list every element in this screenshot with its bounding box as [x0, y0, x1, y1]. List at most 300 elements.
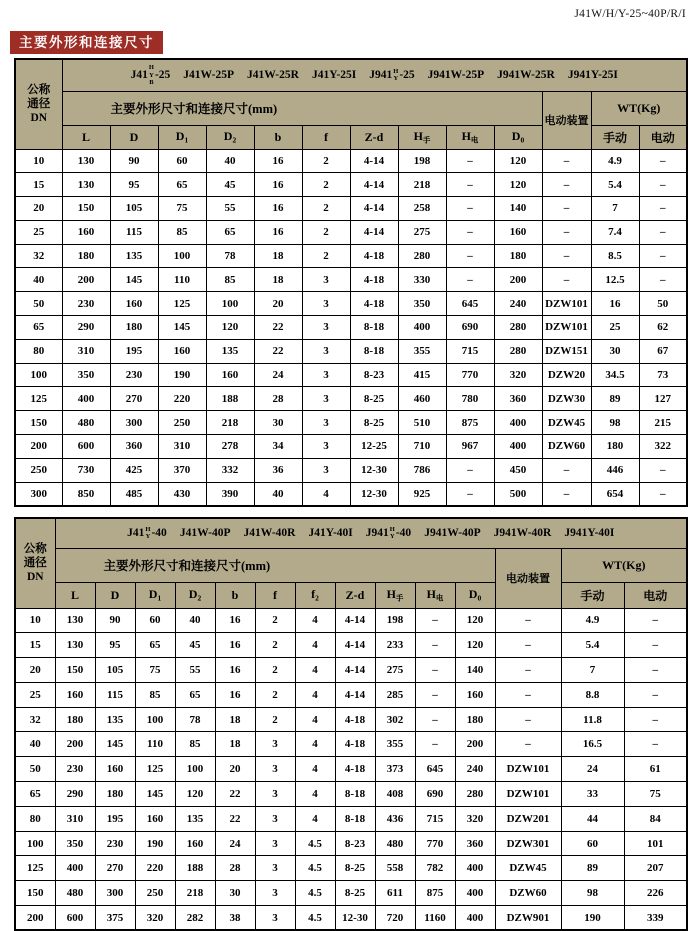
value-cell: – — [639, 244, 687, 268]
value-cell: – — [446, 220, 494, 244]
value-cell: 60 — [561, 831, 624, 856]
model-designation — [127, 526, 167, 541]
model-designation: J41W-40R — [243, 527, 296, 540]
value-cell: 218 — [175, 881, 215, 906]
value-cell: 160 — [158, 339, 206, 363]
dn-value-cell: 40 — [15, 732, 55, 757]
dn-value-cell: 40 — [15, 268, 62, 292]
value-cell: 33 — [561, 782, 624, 807]
value-cell: 45 — [206, 173, 254, 197]
electric-weight-header: 电动 — [624, 582, 687, 608]
model-designation: J41Y-25I — [311, 69, 357, 82]
value-cell: – — [415, 732, 455, 757]
value-cell: 275 — [398, 220, 446, 244]
value-cell: – — [639, 149, 687, 173]
value-cell: – — [495, 633, 561, 658]
value-cell: 278 — [206, 435, 254, 459]
value-cell: 16 — [215, 658, 255, 683]
table-row — [15, 856, 687, 881]
value-cell: 275 — [375, 658, 415, 683]
table-row — [15, 757, 687, 782]
value-cell: 218 — [206, 411, 254, 435]
value-cell: 230 — [110, 363, 158, 387]
dimension-column-header: b — [254, 125, 302, 149]
value-cell: 480 — [55, 881, 95, 906]
value-cell: 230 — [95, 831, 135, 856]
value-cell: 200 — [55, 732, 95, 757]
dimension-column-header: $f_2$ — [295, 582, 335, 608]
value-cell: 485 — [110, 482, 158, 506]
dimension-column-header: D — [95, 582, 135, 608]
value-cell: 690 — [415, 782, 455, 807]
value-cell: 436 — [375, 806, 415, 831]
dimension-column-header: $H_电$ — [415, 582, 455, 608]
dimension-column-header: $D_0$ — [455, 582, 495, 608]
value-cell: DZW151 — [542, 339, 591, 363]
model-variant-letter: Y — [149, 71, 154, 79]
value-cell: 115 — [95, 682, 135, 707]
column-subscript: 2 — [315, 593, 319, 603]
table-row — [15, 149, 687, 173]
model-prefix: J41 — [127, 526, 145, 539]
column-subscript: 2 — [197, 593, 202, 603]
value-cell: 200 — [455, 732, 495, 757]
value-cell: 322 — [639, 435, 687, 459]
dn-value-cell: 50 — [15, 292, 62, 316]
dimension-table-pn40 — [14, 517, 688, 931]
column-subscript: 电 — [435, 593, 444, 603]
table-header — [15, 59, 687, 149]
model-designation: J941W-40R — [493, 527, 552, 540]
value-cell: 4-18 — [335, 757, 375, 782]
dimensions-group-header: 主要外形尺寸和连接尺寸(mm) — [62, 91, 542, 125]
value-cell: 310 — [62, 339, 110, 363]
value-cell: 110 — [135, 732, 175, 757]
table-row — [15, 682, 687, 707]
value-cell: 140 — [494, 197, 542, 221]
value-cell: 770 — [446, 363, 494, 387]
dn-header-line: 公称 — [27, 83, 51, 96]
value-cell: 875 — [415, 881, 455, 906]
value-cell: 258 — [398, 197, 446, 221]
value-cell: 5.4 — [591, 173, 639, 197]
dimension-column-header: L — [62, 125, 110, 149]
value-cell: 558 — [375, 856, 415, 881]
table-row — [15, 658, 687, 683]
dimension-column-header: $D_1$ — [158, 125, 206, 149]
value-cell: 190 — [135, 831, 175, 856]
value-cell: DZW45 — [495, 856, 561, 881]
value-cell: 715 — [446, 339, 494, 363]
value-cell: 135 — [206, 339, 254, 363]
dimension-column-header: $H_电$ — [446, 125, 494, 149]
value-cell: 600 — [62, 435, 110, 459]
model-list — [56, 526, 687, 541]
value-cell: 425 — [110, 458, 158, 482]
table-row — [15, 906, 687, 931]
value-cell: 18 — [254, 268, 302, 292]
value-cell: 65 — [206, 220, 254, 244]
value-cell: 220 — [135, 856, 175, 881]
model-designation: J41Y-40I — [308, 527, 353, 540]
value-cell: – — [542, 244, 591, 268]
dimension-column-header: f — [302, 125, 350, 149]
value-cell: 18 — [215, 707, 255, 732]
value-cell: 2 — [302, 244, 350, 268]
value-cell: 22 — [254, 339, 302, 363]
value-cell: 180 — [494, 244, 542, 268]
dn-header — [15, 59, 62, 149]
value-cell: 12-30 — [335, 906, 375, 931]
value-cell: 16 — [215, 608, 255, 633]
value-cell: 120 — [455, 608, 495, 633]
value-cell: 89 — [591, 387, 639, 411]
dn-value-cell: 50 — [15, 757, 55, 782]
table-row — [15, 831, 687, 856]
value-cell: 120 — [494, 149, 542, 173]
value-cell: 110 — [158, 268, 206, 292]
value-cell: 3 — [302, 411, 350, 435]
value-cell: 2 — [255, 633, 295, 658]
value-cell: 90 — [95, 608, 135, 633]
value-cell: 85 — [175, 732, 215, 757]
value-cell: 7.4 — [591, 220, 639, 244]
dn-value-cell: 20 — [15, 658, 55, 683]
value-cell: 115 — [110, 220, 158, 244]
value-cell: – — [639, 197, 687, 221]
value-cell: 120 — [175, 782, 215, 807]
weight-group-header: WT(Kg) — [591, 91, 687, 125]
value-cell: 160 — [175, 831, 215, 856]
value-cell: 75 — [624, 782, 687, 807]
value-cell: 300 — [95, 881, 135, 906]
doc-code: J41W/H/Y-25~40P/R/I — [574, 8, 686, 20]
value-cell: 85 — [135, 682, 175, 707]
value-cell: 8.8 — [561, 682, 624, 707]
value-cell: 180 — [455, 707, 495, 732]
value-cell: DZW901 — [495, 906, 561, 931]
dn-value-cell: 300 — [15, 482, 62, 506]
value-cell: DZW30 — [542, 387, 591, 411]
dn-header-line: 公称 — [23, 542, 47, 555]
value-cell: 1160 — [415, 906, 455, 931]
value-cell: 460 — [398, 387, 446, 411]
value-cell: 30 — [254, 411, 302, 435]
model-prefix: J941 — [369, 68, 393, 81]
table-row — [15, 268, 687, 292]
value-cell: 355 — [375, 732, 415, 757]
value-cell: 373 — [375, 757, 415, 782]
model-variant-letter: Y — [145, 533, 151, 541]
value-cell: 200 — [494, 268, 542, 292]
value-cell: 120 — [455, 633, 495, 658]
value-cell: 310 — [55, 806, 95, 831]
value-cell: 320 — [135, 906, 175, 931]
value-cell: 55 — [206, 197, 254, 221]
value-cell: 12-30 — [350, 458, 398, 482]
dn-value-cell: 250 — [15, 458, 62, 482]
value-cell: 8-18 — [350, 339, 398, 363]
value-cell: 8-18 — [350, 316, 398, 340]
value-cell: – — [542, 220, 591, 244]
value-cell: 4.5 — [295, 831, 335, 856]
model-variant-letter: Y — [393, 75, 399, 83]
value-cell: 360 — [494, 387, 542, 411]
value-cell: – — [415, 608, 455, 633]
electric-weight-header: 电动 — [639, 125, 687, 149]
value-cell: 120 — [494, 173, 542, 197]
value-cell: 25 — [591, 316, 639, 340]
value-cell: 8-25 — [335, 881, 375, 906]
model-variant-stack — [145, 526, 150, 541]
dn-value-cell: 200 — [15, 435, 62, 459]
value-cell: 145 — [135, 782, 175, 807]
value-cell: 8.5 — [591, 244, 639, 268]
table-row — [15, 363, 687, 387]
value-cell: 130 — [55, 608, 95, 633]
value-cell: 45 — [175, 633, 215, 658]
value-cell: 50 — [639, 292, 687, 316]
value-cell: 4-14 — [350, 149, 398, 173]
value-cell: 125 — [135, 757, 175, 782]
manual-weight-header: 手动 — [591, 125, 639, 149]
value-cell: 100 — [135, 707, 175, 732]
model-variant-letter: Y — [389, 533, 395, 541]
value-cell: 130 — [62, 149, 110, 173]
value-cell: 8-18 — [335, 782, 375, 807]
value-cell: – — [446, 173, 494, 197]
table-row — [15, 292, 687, 316]
value-cell: 332 — [206, 458, 254, 482]
dimension-column-header: b — [215, 582, 255, 608]
table-body — [15, 149, 687, 506]
value-cell: – — [495, 732, 561, 757]
value-cell: 730 — [62, 458, 110, 482]
dn-value-cell: 15 — [15, 633, 55, 658]
value-cell: 4 — [295, 806, 335, 831]
value-cell: 480 — [375, 831, 415, 856]
value-cell: 280 — [398, 244, 446, 268]
model-list — [63, 64, 687, 86]
value-cell: 270 — [95, 856, 135, 881]
value-cell: 89 — [561, 856, 624, 881]
dimension-column-header: Z-d — [350, 125, 398, 149]
value-cell: 8-25 — [335, 856, 375, 881]
value-cell: 160 — [55, 682, 95, 707]
table-row — [15, 458, 687, 482]
value-cell: 105 — [95, 658, 135, 683]
value-cell: 135 — [95, 707, 135, 732]
value-cell: 4 — [295, 608, 335, 633]
value-cell: 95 — [95, 633, 135, 658]
value-cell: – — [542, 268, 591, 292]
table-row — [15, 881, 687, 906]
value-cell: 250 — [135, 881, 175, 906]
value-cell: 20 — [215, 757, 255, 782]
value-cell: – — [415, 658, 455, 683]
model-suffix: -40 — [151, 526, 167, 539]
column-subscript: 1 — [184, 135, 189, 145]
dn-header-line: DN — [26, 571, 44, 584]
value-cell: 190 — [158, 363, 206, 387]
value-cell: 690 — [446, 316, 494, 340]
value-cell: 12-30 — [350, 482, 398, 506]
table-row — [15, 387, 687, 411]
value-cell: DZW101 — [495, 782, 561, 807]
value-cell: – — [639, 268, 687, 292]
value-cell: 480 — [62, 411, 110, 435]
value-cell: 415 — [398, 363, 446, 387]
value-cell: 160 — [110, 292, 158, 316]
value-cell: 4-14 — [335, 608, 375, 633]
value-cell: 4-18 — [335, 732, 375, 757]
value-cell: 290 — [55, 782, 95, 807]
value-cell: 65 — [135, 633, 175, 658]
value-cell: 12-25 — [350, 435, 398, 459]
value-cell: 270 — [110, 387, 158, 411]
value-cell: 3 — [302, 387, 350, 411]
value-cell: 28 — [254, 387, 302, 411]
value-cell: 280 — [494, 339, 542, 363]
value-cell: 611 — [375, 881, 415, 906]
model-designation: J941Y-25I — [567, 69, 618, 82]
value-cell: 302 — [375, 707, 415, 732]
value-cell: 130 — [55, 633, 95, 658]
value-cell: 220 — [158, 387, 206, 411]
column-subscript: 0 — [477, 593, 482, 603]
model-suffix: -25 — [154, 68, 171, 81]
value-cell: 160 — [62, 220, 110, 244]
value-cell: 4.5 — [295, 856, 335, 881]
value-cell: 8-18 — [335, 806, 375, 831]
value-cell: 3 — [255, 806, 295, 831]
value-cell: 370 — [158, 458, 206, 482]
model-suffix: -40 — [395, 526, 412, 539]
value-cell: 3 — [255, 856, 295, 881]
value-cell: 8-23 — [335, 831, 375, 856]
value-cell: 4 — [295, 658, 335, 683]
column-subscript: 手 — [422, 135, 431, 145]
value-cell: 30 — [591, 339, 639, 363]
model-designation: J941Y-40I — [564, 527, 615, 540]
value-cell: 198 — [375, 608, 415, 633]
value-cell: – — [446, 149, 494, 173]
value-cell: 782 — [415, 856, 455, 881]
value-cell: 430 — [158, 482, 206, 506]
electric-device-header: 电动装置 — [495, 548, 561, 608]
dn-header-line: DN — [30, 112, 48, 125]
value-cell: 875 — [446, 411, 494, 435]
value-cell: 85 — [206, 268, 254, 292]
value-cell: 400 — [455, 856, 495, 881]
header-row-models — [15, 59, 687, 91]
value-cell: 16 — [254, 197, 302, 221]
value-cell: 4.9 — [591, 149, 639, 173]
value-cell: 710 — [398, 435, 446, 459]
value-cell: 60 — [158, 149, 206, 173]
value-cell: 150 — [62, 197, 110, 221]
table-row — [15, 435, 687, 459]
value-cell: 16 — [254, 220, 302, 244]
table-row — [15, 316, 687, 340]
value-cell: 400 — [455, 906, 495, 931]
value-cell: 3 — [302, 458, 350, 482]
dn-value-cell: 10 — [15, 149, 62, 173]
value-cell: 145 — [110, 268, 158, 292]
value-cell: 90 — [110, 149, 158, 173]
table-row — [15, 782, 687, 807]
value-cell: 16 — [254, 149, 302, 173]
dn-value-cell: 150 — [15, 881, 55, 906]
dimension-column-header: f — [255, 582, 295, 608]
value-cell: 190 — [561, 906, 624, 931]
value-cell: 500 — [494, 482, 542, 506]
dn-value-cell: 100 — [15, 831, 55, 856]
header-row-models — [15, 518, 687, 548]
value-cell: 4.5 — [295, 906, 335, 931]
value-cell: 198 — [398, 149, 446, 173]
value-cell: DZW101 — [542, 292, 591, 316]
value-cell: 645 — [415, 757, 455, 782]
value-cell: 8-25 — [350, 411, 398, 435]
value-cell: 40 — [254, 482, 302, 506]
model-list-header — [55, 518, 687, 548]
value-cell: 355 — [398, 339, 446, 363]
value-cell: 180 — [55, 707, 95, 732]
value-cell: 36 — [254, 458, 302, 482]
value-cell: 2 — [302, 173, 350, 197]
value-cell: 24 — [561, 757, 624, 782]
value-cell: 65 — [175, 682, 215, 707]
dn-value-cell: 80 — [15, 339, 62, 363]
dimension-column-header: $H_手$ — [398, 125, 446, 149]
value-cell: 100 — [206, 292, 254, 316]
value-cell: 4-18 — [350, 268, 398, 292]
dn-value-cell: 10 — [15, 608, 55, 633]
value-cell: – — [639, 173, 687, 197]
value-cell: – — [624, 682, 687, 707]
value-cell: 850 — [62, 482, 110, 506]
value-cell: 3 — [255, 881, 295, 906]
value-cell: DZW101 — [542, 316, 591, 340]
value-cell: 98 — [561, 881, 624, 906]
value-cell: 780 — [446, 387, 494, 411]
value-cell: 2 — [255, 658, 295, 683]
value-cell: 16 — [215, 633, 255, 658]
value-cell: 12.5 — [591, 268, 639, 292]
dn-value-cell: 125 — [15, 856, 55, 881]
value-cell: 145 — [95, 732, 135, 757]
value-cell: 78 — [206, 244, 254, 268]
table-row — [15, 633, 687, 658]
value-cell: 3 — [302, 292, 350, 316]
value-cell: 5.4 — [561, 633, 624, 658]
value-cell: 95 — [110, 173, 158, 197]
value-cell: 75 — [158, 197, 206, 221]
value-cell: 4-14 — [350, 173, 398, 197]
value-cell: 24 — [215, 831, 255, 856]
header-row-groups — [15, 91, 687, 125]
value-cell: 195 — [110, 339, 158, 363]
model-variant-letter: H — [145, 525, 151, 533]
value-cell: 2 — [302, 149, 350, 173]
value-cell: 75 — [135, 658, 175, 683]
value-cell: 3 — [255, 782, 295, 807]
value-cell: 350 — [55, 831, 95, 856]
electric-device-header: 电动装置 — [542, 91, 591, 149]
dn-value-cell: 20 — [15, 197, 62, 221]
value-cell: 770 — [415, 831, 455, 856]
